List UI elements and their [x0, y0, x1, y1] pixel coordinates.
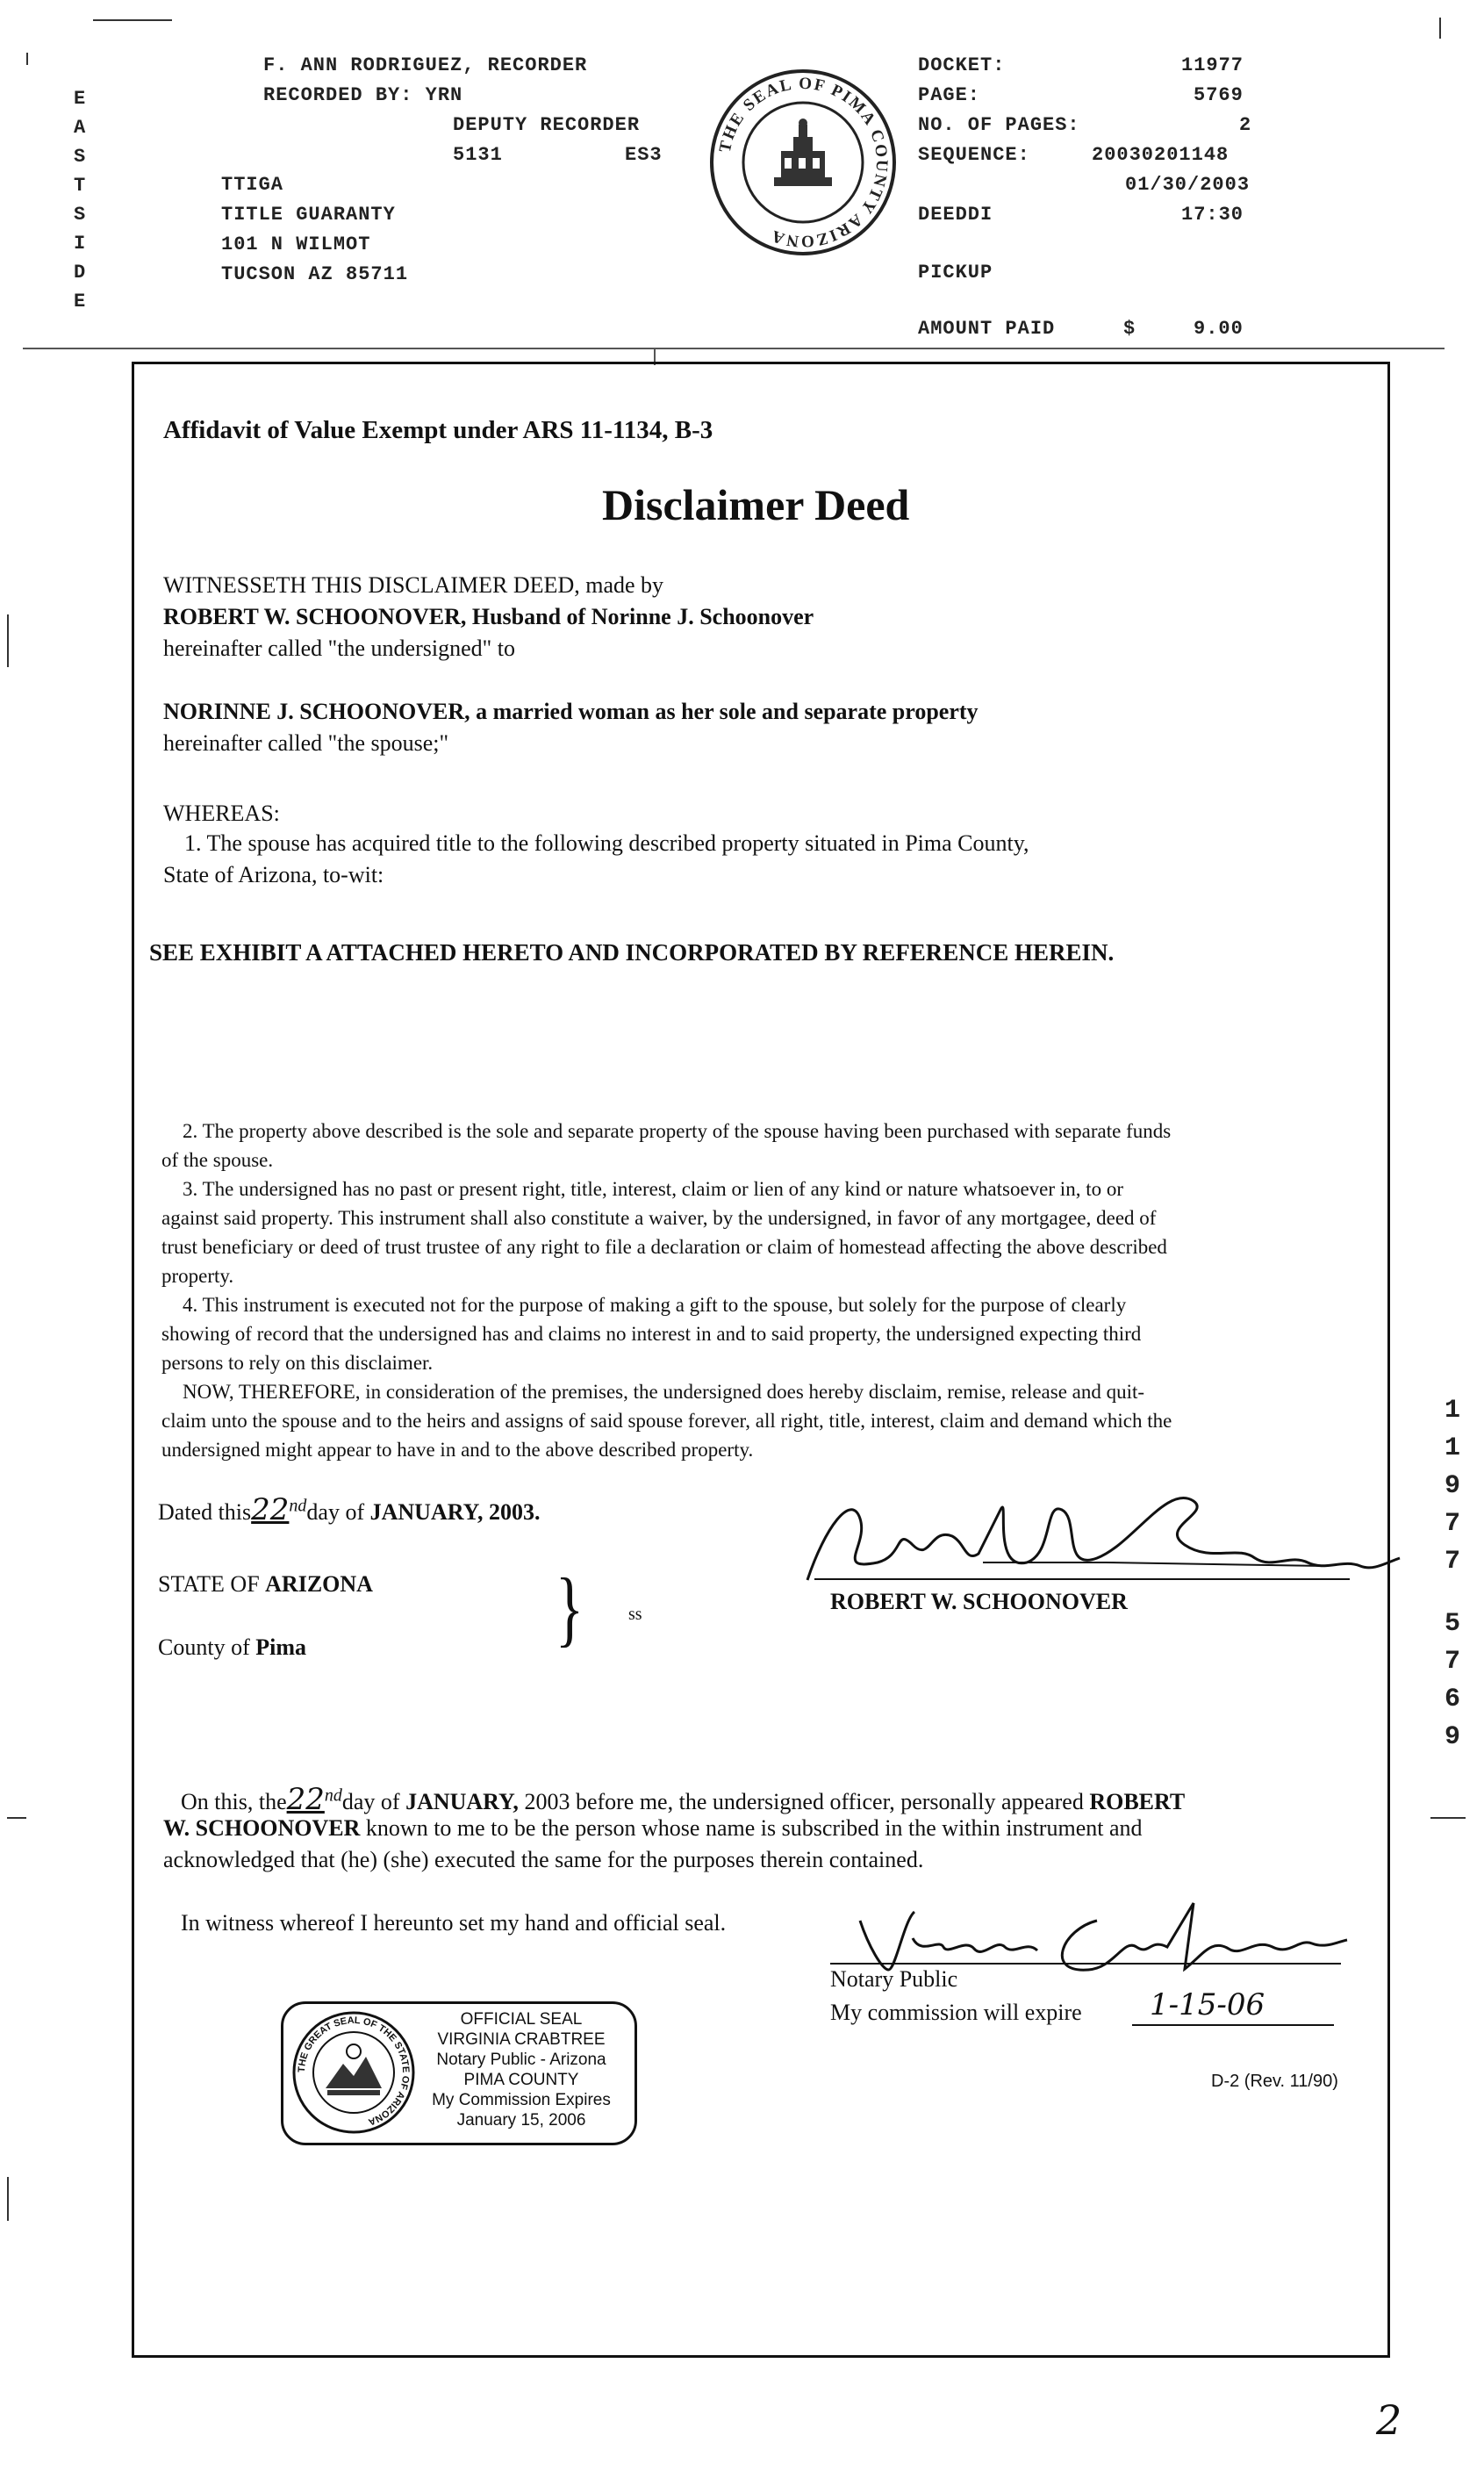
sequence-value: 20030201148 — [1092, 144, 1229, 166]
side-letter: S — [74, 146, 87, 168]
clause-3-line-4: property. — [161, 1265, 234, 1287]
notary-seal-line: PIMA COUNTY — [463, 2071, 579, 2089]
ss-label: ss — [628, 1605, 642, 1624]
county-seal — [707, 67, 899, 258]
side-letter: I — [74, 233, 87, 255]
ack-prefix: On this, the — [181, 1789, 287, 1814]
notary-public-label: Notary Public — [830, 1966, 958, 1992]
margin-digit: 9 — [1445, 1722, 1462, 1752]
ack-month: JANUARY, — [405, 1789, 519, 1814]
clause-3-line-3: trust beneficiary or deed of trust trustee of any right to file a declaration or claim of homestead affecting the above described — [161, 1236, 1167, 1258]
acknowledgment-line-3: acknowledged that (he) (she) executed the same for the purposes therein contained. — [163, 1847, 924, 1872]
docket-label: DOCKET: — [918, 54, 1006, 76]
commission-value: 1-15-06 — [1150, 1987, 1265, 2022]
clause-3-line-1: 3. The undersigned has no past or present right, title, interest, claim or lien of any kind or nature whatsoever in, to or — [183, 1178, 1123, 1200]
now-therefore-line-2: claim unto the spouse and to the heirs and assigns of said spouse forever, all right, title, interest, claim and demand which the — [161, 1410, 1172, 1432]
margin-digit: 1 — [1445, 1433, 1462, 1463]
form-code: D-2 (Rev. 11/90) — [1211, 2072, 1338, 2091]
margin-digit: 9 — [1445, 1471, 1462, 1501]
grantor-called: hereinafter called "the undersigned" to — [163, 636, 515, 661]
pages-label: NO. OF PAGES: — [918, 114, 1080, 136]
scan-edge-mark — [7, 2177, 9, 2221]
firm-street: 101 N WILMOT — [221, 233, 371, 255]
commission-line — [1132, 2024, 1334, 2026]
ack-day: 22 — [286, 1782, 325, 1817]
clause-4-line-3: persons to rely on this disclaimer. — [161, 1352, 434, 1374]
state-label: STATE OF — [158, 1571, 266, 1597]
amount-label: AMOUNT PAID — [918, 318, 1056, 340]
side-letter: T — [74, 175, 87, 197]
clause-4-line-1: 4. This instrument is executed not for the purpose of making a gift to the spouse, but solely for the purpose of clearly — [183, 1294, 1127, 1316]
margin-digit: 7 — [1445, 1509, 1462, 1539]
page-number: 2 — [1376, 2396, 1402, 2444]
scan-edge-mark — [1430, 1817, 1466, 1819]
notary-seal-line: VIRGINIA CRABTREE — [437, 2030, 606, 2049]
side-letter: E — [74, 88, 87, 110]
venue-brace: } — [555, 1561, 584, 1655]
acknowledgment-line-1 — [181, 1782, 1185, 1817]
notary-seal-text — [413, 2009, 629, 2130]
dated-prefix: Dated this — [158, 1499, 252, 1525]
pickup-label: PICKUP — [918, 262, 993, 284]
grantor-printed-name: ROBERT W. SCHOONOVER — [830, 1589, 1128, 1614]
ack-name-1: ROBERT — [1089, 1789, 1186, 1814]
margin-stamp — [1445, 1392, 1471, 1756]
dated-line — [158, 1492, 540, 1527]
commission-label: My commission will expire — [830, 2000, 1082, 2025]
side-letter: A — [74, 117, 87, 139]
clause-2-line-2: of the spouse. — [161, 1149, 274, 1171]
page-label: PAGE: — [918, 84, 981, 106]
pages-value: 2 — [1239, 114, 1252, 136]
svg-text:THE GREAT SEAL OF THE STATE OF: THE GREAT SEAL OF THE STATE OF ARIZONA — [296, 2015, 412, 2128]
svg-text:THE SEAL OF PIMA COUNTY ARIZON: THE SEAL OF PIMA COUNTY ARIZONA — [715, 74, 892, 251]
margin-digit: 5 — [1445, 1609, 1462, 1639]
stamp-divider — [23, 348, 1445, 349]
notary-seal-line: Notary Public - Arizona — [436, 2051, 606, 2069]
clause-1-line-1: 1. The spouse has acquired title to the following described property situated in Pima County, — [184, 830, 1029, 856]
whereas-heading: WHEREAS: — [163, 801, 280, 826]
witnesseth-line: WITNESSETH THIS DISCLAIMER DEED, made by — [163, 572, 664, 598]
dated-day: 22 — [251, 1492, 290, 1527]
margin-digit: 7 — [1445, 1547, 1462, 1577]
notary-seal-line: January 15, 2006 — [456, 2111, 586, 2130]
docket-value: 11977 — [1181, 54, 1244, 76]
grantor-line: ROBERT W. SCHOONOVER, Husband of Norinne J. Schoonover — [163, 604, 814, 629]
notary-signature-line — [830, 1963, 1341, 1965]
amount-value: 9.00 — [1194, 318, 1244, 340]
firm-city: TUCSON AZ 85711 — [221, 263, 409, 285]
grantor-signature-line — [814, 1578, 1350, 1580]
notary-seal-emblem — [290, 2009, 417, 2136]
county-value: Pima — [255, 1634, 306, 1660]
witness-whereof: In witness whereof I hereunto set my hand and official seal. — [181, 1910, 727, 1936]
ack-rest: day of — [341, 1789, 406, 1814]
notary-seal-line: My Commission Expires — [432, 2091, 611, 2109]
firm-code: TTIGA — [221, 174, 284, 196]
county-seal-icon — [707, 67, 899, 258]
official-notary-seal — [281, 2001, 637, 2145]
scan-edge-mark — [26, 53, 28, 65]
ack-line-2-rest: known to me to be the person whose name is subscribed in the within instrument and — [360, 1815, 1143, 1841]
type-label: DEEDDI — [918, 204, 993, 226]
scan-edge-mark — [93, 19, 172, 21]
arizona-state-seal-icon — [290, 2009, 417, 2136]
ack-line-1-rest: 2003 before me, the undersigned officer, personally appeared — [518, 1789, 1090, 1814]
clause-3-line-2: against said property. This instrument shall also constitute a waiver, by the undersigned, in favor of any mortgagee, deed of — [161, 1207, 1157, 1229]
grantee-line: NORINNE J. SCHOONOVER, a married woman as her sole and separate property — [163, 699, 979, 724]
county-line — [158, 1634, 306, 1661]
firm-name: TITLE GUARANTY — [221, 204, 396, 226]
state-line — [158, 1571, 373, 1598]
state-value: ARIZONA — [265, 1571, 373, 1597]
county-label: County of — [158, 1634, 256, 1660]
scan-edge-mark — [1439, 18, 1441, 39]
page-value: 5769 — [1194, 84, 1244, 106]
now-therefore-line-1: NOW, THEREFORE, in consideration of the premises, the undersigned does hereby disclaim, remise, release and quit- — [183, 1381, 1145, 1403]
record-date: 01/30/2003 — [1125, 174, 1251, 196]
code-left: 5131 — [453, 144, 503, 166]
dated-suffix: nd — [289, 1496, 307, 1516]
sequence-label: SEQUENCE: — [918, 144, 1030, 166]
clause-4-line-2: showing of record that the undersigned has and claims no interest in and to said property, the undersigned expecting third — [161, 1323, 1142, 1345]
deed-title: Disclaimer Deed — [602, 480, 910, 529]
affidavit-line: Affidavit of Value Exempt under ARS 11-1134, B-3 — [163, 416, 713, 444]
margin-digit: 6 — [1445, 1684, 1462, 1714]
now-therefore-line-3: undersigned might appear to have in and to the above described property. — [161, 1439, 754, 1461]
deputy-recorder: DEPUTY RECORDER — [453, 114, 641, 136]
recorder-name: F. ANN RODRIGUEZ, RECORDER — [263, 54, 588, 76]
ack-suffix: nd — [324, 1785, 342, 1806]
dated-rest: day of — [306, 1499, 370, 1525]
ack-name-2: W. SCHOONOVER — [163, 1815, 361, 1841]
side-letters — [74, 84, 100, 316]
margin-digit: 7 — [1445, 1647, 1462, 1677]
side-letter: E — [74, 291, 87, 312]
margin-digit: 1 — [1445, 1396, 1462, 1426]
recorded-by: RECORDED BY: YRN — [263, 84, 463, 106]
record-time: 17:30 — [1181, 204, 1244, 226]
scan-edge-mark — [7, 1817, 26, 1819]
grantee-called: hereinafter called "the spouse;" — [163, 730, 449, 756]
exhibit-reference: SEE EXHIBIT A ATTACHED HERETO AND INCORPORATED BY REFERENCE HEREIN. — [149, 939, 1115, 966]
clause-2-line-1: 2. The property above described is the sole and separate property of the spouse having been purchased with separate funds — [183, 1120, 1172, 1142]
code-right: ES3 — [625, 144, 663, 166]
notary-seal-line: OFFICIAL SEAL — [460, 2010, 583, 2029]
amount-currency: $ — [1123, 318, 1136, 340]
scan-edge-mark — [7, 614, 9, 667]
dated-month-year: JANUARY, 2003. — [369, 1499, 541, 1525]
acknowledgment-line-2 — [163, 1815, 1143, 1842]
side-letter: D — [74, 262, 87, 284]
side-letter: S — [74, 204, 87, 226]
clause-1-line-2: State of Arizona, to-wit: — [163, 862, 384, 887]
